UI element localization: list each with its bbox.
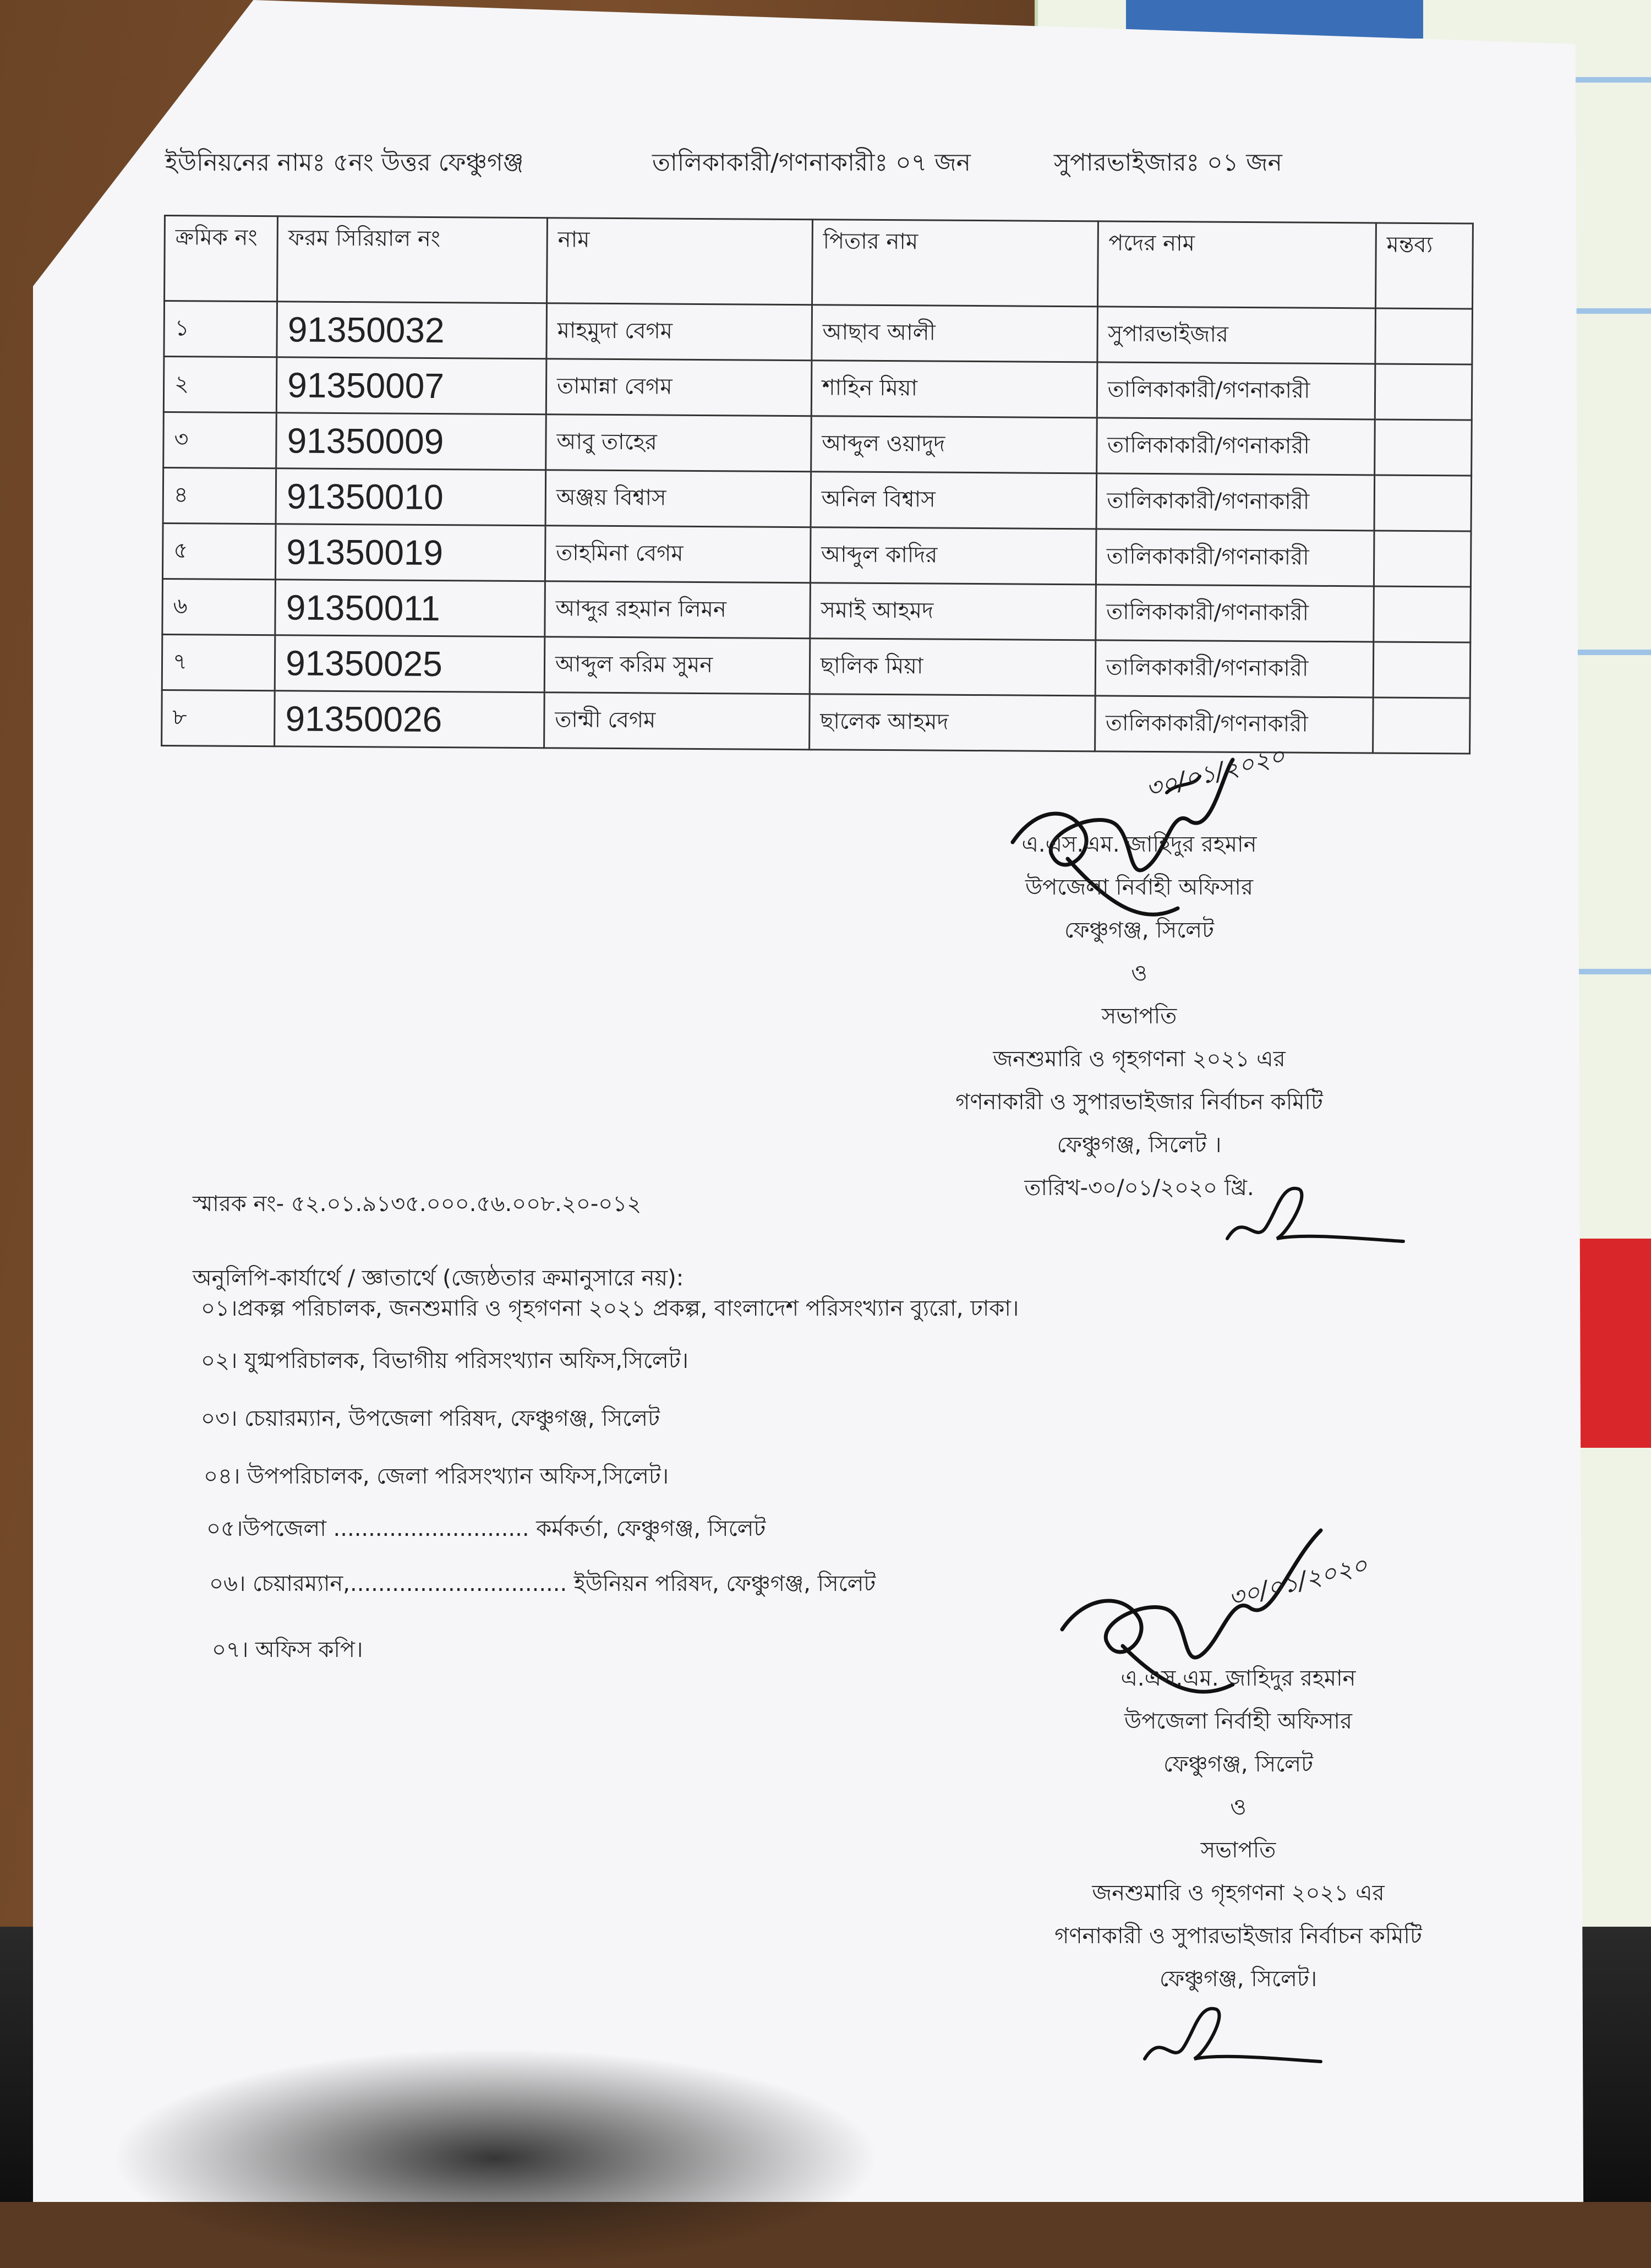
cell-post: তালিকাকারী/গণনাকারী: [1095, 585, 1374, 642]
roster-table: [161, 215, 1474, 755]
signatory-designation: উপজেলা নির্বাহী অফিসার: [1025, 875, 1253, 900]
cc-item: ০৪। উপপরিচালক, জেলা পরিসংখ্যান অফিস,সিলেট।: [204, 1464, 669, 1489]
header-serial: ক্রমিক নং: [165, 216, 278, 302]
cell-serial: ৩: [163, 412, 277, 468]
signatory-name: এ.এস.এম. জাহিদুর রহমান: [1021, 832, 1257, 857]
cell-father-name: আছাব আলী: [812, 305, 1097, 362]
cell-father-name: শাহিন মিয়া: [811, 361, 1097, 418]
supervisor-count: সুপারভাইজারঃ ০১ জন: [1054, 149, 1282, 177]
cell-father-name: আব্দুল ওয়াদুদ: [811, 416, 1096, 473]
cell-post: তালিকাকারী/গণনাকারী: [1095, 640, 1374, 697]
cc-item: ০৭। অফিস কপি।: [212, 1637, 363, 1662]
cc-item: ০৬। চেয়ারম্যান,............................... ইউনিয়ন পরিষদ, ফেঞ্চুগঞ্জ, সিলেট: [209, 1571, 876, 1596]
committee-name: গণনাকারী ও সুপারভাইজার নির্বাচন কমিটি: [955, 1089, 1323, 1115]
cell-serial: ৪: [163, 468, 276, 524]
cell-serial: ৮: [162, 690, 275, 746]
committee-name: গণনাকারী ও সুপারভাইজার নির্বাচন কমিটি: [1054, 1923, 1422, 1949]
cell-father-name: আব্দুল কাদির: [810, 527, 1096, 585]
cell-name: তামান্না বেগম: [546, 359, 811, 416]
cell-name: তাহমিনা বেগম: [545, 526, 810, 583]
cc-title: অনুলিপি-কার্যার্থে / জ্ঞাতার্থে (জ্যেষ্ঠতার ক্রমানুসারে নয়):: [193, 1266, 684, 1291]
signatory-place: ফেঞ্চুগঞ্জ, সিলেট: [1064, 918, 1214, 943]
cell-form-serial: 91350010: [276, 468, 545, 526]
cell-serial: ৭: [162, 634, 275, 690]
handwritten-date: ৩০/০১/২০২০: [1142, 742, 1288, 804]
hand-shadow: [110, 2048, 881, 2268]
cell-post: তালিকাকারী/গণনাকারী: [1097, 362, 1375, 419]
table-row: [162, 523, 1471, 587]
signatory-place: ফেঞ্চুগঞ্জ, সিলেট: [1163, 1752, 1313, 1777]
signatory-chair: সভাপতি: [1200, 1838, 1276, 1863]
handwritten-date: ৩০/০১/২০২০: [1225, 1551, 1371, 1613]
cell-serial: ৫: [162, 523, 276, 579]
cell-name: আব্দুল করিম সুমন: [544, 637, 810, 694]
cc-item: ০২। যুগ্মপরিচালক, বিভাগীয় পরিসংখ্যান অফিস,সিলেট।: [201, 1348, 688, 1373]
cc-item: ০৩। চেয়ারম্যান, উপজেলা পরিষদ, ফেঞ্চুগঞ্জ, সিলেট: [201, 1406, 660, 1431]
conjunction: ও: [1230, 1795, 1247, 1820]
header-father-name: পিতার নাম: [812, 220, 1098, 307]
cell-father-name: ছালিক মিয়া: [810, 639, 1095, 696]
cell-post: তালিকাকারী/গণনাকারী: [1096, 418, 1375, 475]
cell-serial: ২: [163, 357, 277, 413]
union-name: ইউনিয়নের নামঃ ৫নং উত্তর ফেঞ্চুগঞ্জ: [165, 149, 524, 177]
cell-remark: [1373, 642, 1470, 698]
memo-number: স্মারক নং- ৫২.০১.৯১৩৫.০০০.৫৬.০০৮.২০-০১২: [193, 1191, 642, 1217]
calendar-red-block: [1577, 1239, 1651, 1448]
signatory-designation: উপজেলা নির্বাহী অফিসার: [1124, 1709, 1352, 1734]
cell-name: অঞ্জয় বিশ্বাস: [545, 470, 811, 527]
cell-name: আবু তাহের: [546, 415, 811, 472]
conjunction: ও: [1131, 961, 1147, 986]
census-title: জনশুমারি ও গৃহগণনা ২০২১ এর: [1092, 1880, 1385, 1906]
cell-form-serial: 91350009: [276, 413, 546, 470]
cell-form-serial: 91350011: [275, 580, 545, 637]
header-post: পদের নাম: [1097, 221, 1376, 308]
cell-remark: [1374, 586, 1471, 642]
cell-remark: [1375, 308, 1473, 364]
cell-post: তালিকাকারী/গণনাকারী: [1096, 473, 1375, 531]
cell-remark: [1374, 531, 1471, 587]
cc-item: ০১।প্রকল্প পরিচালক, জনশুমারি ও গৃহগণনা ২০২১ প্রকল্প, বাংলাদেশ পরিসংখ্যান ব্যুরো, ঢাকা।: [201, 1296, 1019, 1321]
table-row: [162, 634, 1470, 698]
cell-form-serial: 91350019: [276, 524, 545, 581]
cell-remark: [1373, 697, 1470, 754]
table-row: [162, 579, 1471, 642]
table-row: [163, 357, 1472, 421]
cell-serial: ১: [164, 301, 277, 357]
table-row: [163, 468, 1472, 532]
signatory-chair: সভাপতি: [1101, 1004, 1177, 1029]
cell-form-serial: 91350032: [277, 302, 546, 359]
cell-name: আব্দুর রহমান লিমন: [545, 581, 810, 639]
enumerator-count: তালিকাকারী/গণনাকারীঃ ০৭ জন: [652, 149, 971, 177]
cell-post: তালিকাকারী/গণনাকারী: [1095, 696, 1373, 753]
cell-name: মাহমুদা বেগম: [546, 303, 812, 361]
initial-signature: [1222, 1178, 1409, 1255]
cell-remark: [1375, 419, 1472, 476]
cell-post: তালিকাকারী/গণনাকারী: [1096, 529, 1374, 586]
cell-father-name: ছালেক আহমদ: [809, 694, 1095, 751]
census-title: জনশুমারি ও গৃহগণনা ২০২১ এর: [993, 1046, 1286, 1072]
header-name: নাম: [546, 218, 812, 305]
header-remark: মন্তব্য: [1375, 223, 1473, 309]
committee-place: ফেঞ্চুগঞ্জ, সিলেট।: [1159, 1966, 1317, 1992]
cell-serial: ৬: [162, 579, 276, 635]
table-header-row: [165, 216, 1473, 309]
cell-post: সুপারভাইজার: [1097, 307, 1375, 364]
table-row: [163, 412, 1472, 476]
signatory-name: এ.এস.এম. জাহিদুর রহমান: [1120, 1666, 1356, 1691]
cell-remark: [1374, 475, 1472, 531]
initial-signature: [1139, 1993, 1326, 2081]
cell-form-serial: 91350026: [275, 691, 544, 748]
cell-form-serial: 91350025: [275, 635, 544, 693]
table-row: [164, 301, 1473, 365]
committee-place: ফেঞ্চুগঞ্জ, সিলেট ।: [1057, 1132, 1222, 1158]
cell-remark: [1375, 364, 1472, 420]
cell-name: তান্মী বেগম: [544, 693, 810, 750]
header-form-serial: ফরম সিরিয়াল নং: [277, 216, 548, 303]
signature-block-1: [936, 823, 1343, 1209]
letter-date: তারিখ-৩০/০১/২০২০ খ্রি.: [1024, 1175, 1254, 1201]
cc-item: ০৫।উপজেলা ............................ কর্মকর্তা, ফেঞ্চুগঞ্জ, সিলেট: [206, 1516, 766, 1541]
cell-father-name: অনিল বিশ্বাস: [811, 472, 1096, 529]
cell-form-serial: 91350007: [276, 357, 546, 415]
cell-father-name: সমাই আহমদ: [810, 583, 1096, 640]
signature-block-2: [1024, 1657, 1453, 2000]
